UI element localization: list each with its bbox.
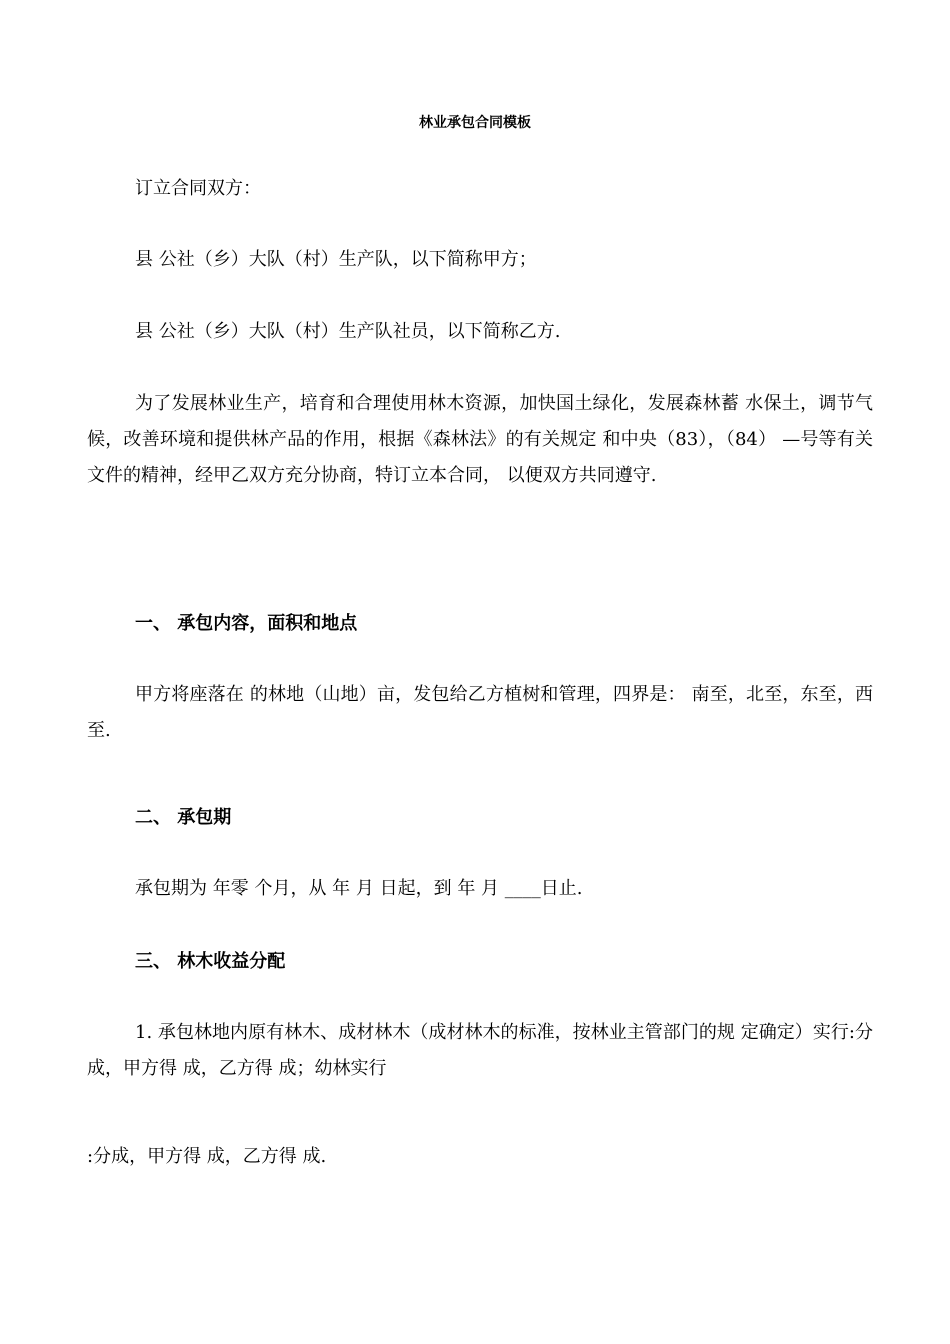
party-b-clause: 县 公社（乡）大队（村）生产队社员，以下简称乙方.: [135, 321, 561, 342]
section-3-item-1: 1. 承包林地内原有林木、成材林木（成材林木的标准，按林业主管部门的规 定确定）实行:分成，甲方得 成，乙方得 成；幼林实行: [87, 1022, 873, 1079]
section-2-heading: 二、 承包期: [135, 807, 232, 828]
section-1-body: 甲方将座落在 的林地（山地）亩，发包给乙方植树和管理，四界是： 南至，北至，东至，西至.: [87, 684, 873, 741]
section-1-heading: 一、 承包内容，面积和地点: [135, 613, 358, 634]
purpose-paragraph: 为了发展林业生产，培育和合理使用林木资源，加快国土绿化，发展森林蓄 水保土，调节气候，改善环境和提供林产品的作用，根据《森林法》的有关规定 和中央（83），（84） —号等有关文件的精神，经甲乙双方充分协商，特订立本合同， 以便双方共同遵守.: [87, 393, 873, 486]
section-3-heading: 三、 林木收益分配: [135, 951, 286, 972]
parties-intro: 订立合同双方：: [135, 178, 261, 199]
section-2-body: 承包期为 年零 个月，从 年 月 日起，到 年 月 ____日止.: [135, 878, 583, 899]
party-a-clause: 县 公社（乡）大队（村）生产队，以下简称甲方；: [135, 249, 537, 270]
section-3-item-1-continued: :分成，甲方得 成，乙方得 成.: [87, 1146, 327, 1167]
document-title: 林业承包合同模板: [419, 115, 531, 131]
